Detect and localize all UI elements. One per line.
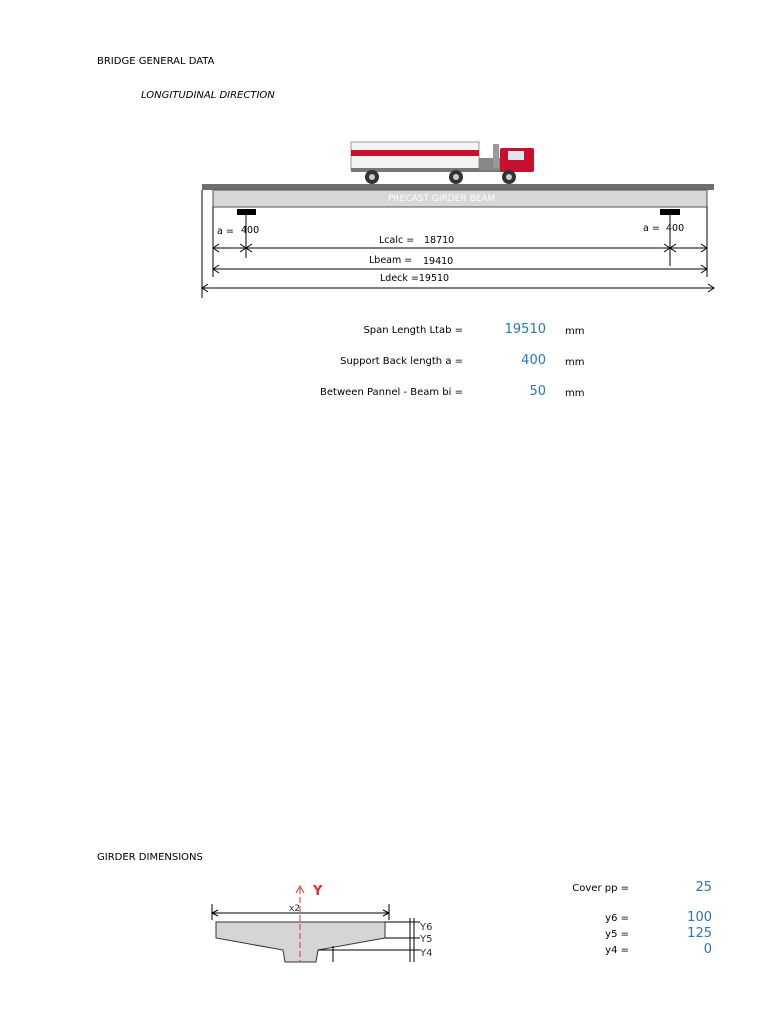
- param-value-a: 400: [521, 353, 546, 368]
- truck-icon: [351, 142, 534, 184]
- a-right-value: 400: [666, 223, 685, 234]
- girder-param-label-y6: y6 =: [605, 913, 629, 924]
- lbeam-value: 19410: [423, 256, 454, 267]
- ldeck-label: Ldeck =19510: [380, 273, 450, 284]
- girder-param-value-cover: 25: [695, 880, 712, 895]
- left-support: [237, 209, 256, 215]
- girder-param-value-y6: 100: [687, 910, 712, 925]
- longitudinal-diagram: [0, 0, 768, 320]
- right-support: [660, 209, 680, 215]
- girder-y6-label: Y6: [420, 922, 433, 933]
- param-label-bi: Between Pannel - Beam bi =: [320, 387, 463, 398]
- girder-y-axis-label: Y: [313, 884, 323, 899]
- a-right-label: a =: [643, 223, 660, 234]
- lcalc-label: Lcalc =: [379, 235, 415, 246]
- girder-param-label-cover: Cover pp =: [572, 883, 629, 894]
- girder-param-value-y4: 0: [703, 942, 712, 957]
- param-label-a: Support Back length a =: [340, 356, 463, 367]
- section-title-general: BRIDGE GENERAL DATA: [97, 56, 215, 67]
- a-left-value: 400: [241, 225, 260, 236]
- a-left-label: a =: [217, 226, 234, 237]
- lbeam-label: Lbeam =: [369, 255, 413, 266]
- param-value-bi: 50: [529, 384, 546, 399]
- girder-param-label-y4: y4 =: [605, 945, 629, 956]
- beam-label: PRECAST GIRDER BEAM: [388, 194, 496, 204]
- girder-param-value-y5: 125: [687, 926, 712, 941]
- param-unit-ltab: mm: [565, 326, 585, 337]
- girder-x2-label: x2: [289, 904, 301, 914]
- param-unit-bi: mm: [565, 388, 585, 399]
- deck-slab: [202, 184, 714, 190]
- girder-y4-label: Y4: [420, 948, 433, 959]
- param-label-ltab: Span Length Ltab =: [363, 325, 463, 336]
- section-title-girder: GIRDER DIMENSIONS: [97, 852, 203, 863]
- section-title-longitudinal: LONGITUDINAL DIRECTION: [141, 90, 275, 101]
- girder-y5-label: Y5: [420, 934, 433, 945]
- lcalc-value: 18710: [424, 235, 455, 246]
- param-unit-a: mm: [565, 357, 585, 368]
- param-value-ltab: 19510: [504, 322, 546, 337]
- girder-param-label-y5: y5 =: [605, 929, 629, 940]
